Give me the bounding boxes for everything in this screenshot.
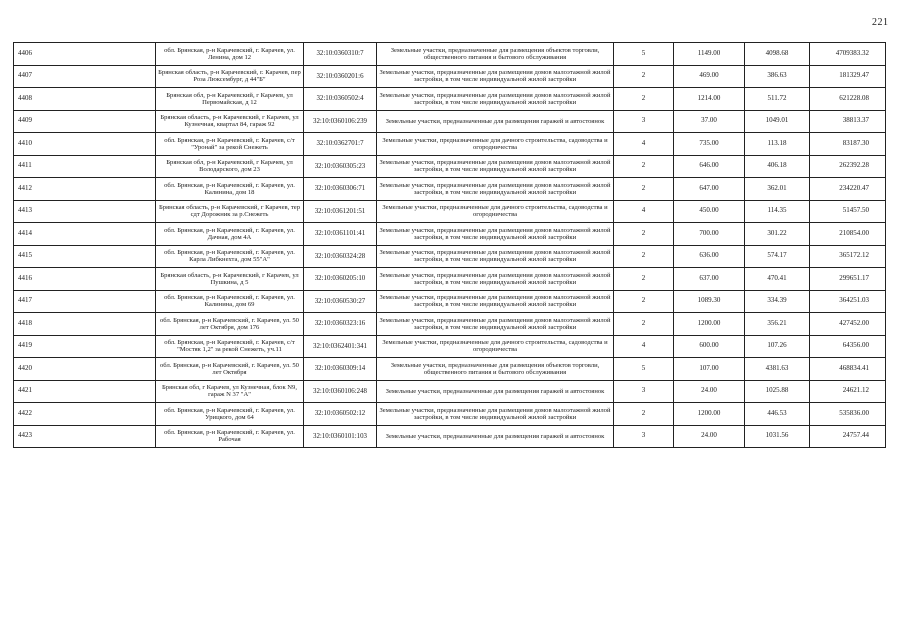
specific-value-cell: 1025.88: [745, 380, 810, 403]
permitted-use-cell: Земельные участки, предназначенные для размещения домов малоэтажной жилой застройки, в том числе индивидуальной жилой застройки: [377, 65, 614, 88]
use-group-cell: 2: [614, 403, 674, 426]
table-row: [14, 358, 886, 381]
address-cell: Брянская область, р-н Карачевский, г Карачев, ул Кузнечная, квартал 84, гараж 92: [156, 110, 304, 133]
area-cell: 1214.00: [674, 88, 745, 111]
row-number: 4410: [14, 133, 156, 156]
specific-value-cell: 113.18: [745, 133, 810, 156]
permitted-use-cell: Земельные участки, предназначенные для размещения домов малоэтажной жилой застройки, в том числе индивидуальной жилой застройки: [377, 290, 614, 313]
cadastral-number-cell: 32:10:0360306:71: [304, 178, 377, 201]
address-cell: обл. Брянская, р-н Карачевский, г. Карачев, ул. 50 лет Октября: [156, 358, 304, 381]
address-cell: Брянская область, р-н Карачевский, г Карачев, ул Пушкина, д 5: [156, 268, 304, 291]
specific-value-cell: 406.18: [745, 155, 810, 178]
cadastral-value-cell: 181329.47: [810, 65, 886, 88]
permitted-use-cell: Земельные участки, предназначенные для размещения домов малоэтажной жилой застройки, в том числе индивидуальной жилой застройки: [377, 268, 614, 291]
cadastral-value-cell: 64356.00: [810, 335, 886, 358]
specific-value-cell: 334.39: [745, 290, 810, 313]
table-row: [14, 335, 886, 358]
cadastral-value-cell: 51457.50: [810, 200, 886, 223]
cadastral-number-cell: 32:10:0360323:16: [304, 313, 377, 336]
use-group-cell: 4: [614, 133, 674, 156]
specific-value-cell: 1049.01: [745, 110, 810, 133]
table-row: [14, 133, 886, 156]
page-number: 221: [872, 17, 889, 28]
cadastral-number-cell: 32:10:0361201:51: [304, 200, 377, 223]
cadastral-number-cell: 32:10:0360530:27: [304, 290, 377, 313]
row-number: 4416: [14, 268, 156, 291]
specific-value-cell: 356.21: [745, 313, 810, 336]
use-group-cell: 2: [614, 65, 674, 88]
row-number: 4413: [14, 200, 156, 223]
address-cell: Брянская область, р-н Карачевский, г Карачев, тер сдт Дорожник за р.Снежеть: [156, 200, 304, 223]
specific-value-cell: 107.26: [745, 335, 810, 358]
use-group-cell: 2: [614, 313, 674, 336]
row-number: 4408: [14, 88, 156, 111]
specific-value-cell: 4098.68: [745, 43, 810, 66]
cadastral-number-cell: 32:10:0360502:4: [304, 88, 377, 111]
address-cell: обл. Брянская, р-н Карачевский, г. Карачев, ул. Рабочая: [156, 425, 304, 448]
cadastral-value-cell: 535836.00: [810, 403, 886, 426]
use-group-cell: 2: [614, 178, 674, 201]
permitted-use-cell: Земельные участки, предназначенные для дачного строительства, садоводства и огородничества: [377, 200, 614, 223]
row-number: 4411: [14, 155, 156, 178]
address-cell: обл. Брянская, р-н Карачевский, г. Карачев, ул. Ленина, дом 12: [156, 43, 304, 66]
cadastral-number-cell: 32:10:0360205:10: [304, 268, 377, 291]
table-row: [14, 313, 886, 336]
address-cell: Брянская область, р-н Карачевский, г. Карачев, пер Роза Люксембург, д 44"Б": [156, 65, 304, 88]
cadastral-number-cell: 32:10:0360106:239: [304, 110, 377, 133]
area-cell: 24.00: [674, 380, 745, 403]
row-number: 4412: [14, 178, 156, 201]
table-row: [14, 245, 886, 268]
permitted-use-cell: Земельные участки, предназначенные для дачного строительства, садоводства и огородничества: [377, 335, 614, 358]
use-group-cell: 2: [614, 88, 674, 111]
specific-value-cell: 362.01: [745, 178, 810, 201]
permitted-use-cell: Земельные участки, предназначенные для размещения гаражей и автостоянок: [377, 425, 614, 448]
use-group-cell: 3: [614, 425, 674, 448]
area-cell: 637.00: [674, 268, 745, 291]
cadastral-number-cell: 32:10:0360106:248: [304, 380, 377, 403]
use-group-cell: 3: [614, 110, 674, 133]
row-number: 4418: [14, 313, 156, 336]
area-cell: 450.00: [674, 200, 745, 223]
table-row: [14, 268, 886, 291]
use-group-cell: 2: [614, 268, 674, 291]
table-row: [14, 380, 886, 403]
row-number: 4420: [14, 358, 156, 381]
area-cell: 600.00: [674, 335, 745, 358]
use-group-cell: 2: [614, 223, 674, 246]
specific-value-cell: 4381.63: [745, 358, 810, 381]
specific-value-cell: 470.41: [745, 268, 810, 291]
row-number: 4423: [14, 425, 156, 448]
cadastral-value-cell: 262392.28: [810, 155, 886, 178]
cadastral-value-cell: 468834.41: [810, 358, 886, 381]
address-cell: обл. Брянская, р-н Карачевский, г. Карачев, ул. Урицкого, дом 64: [156, 403, 304, 426]
cadastral-value-cell: 83187.30: [810, 133, 886, 156]
address-cell: обл. Брянская, р-н Карачевский, г. Карачев, ул. Калинина, дом 69: [156, 290, 304, 313]
cadastral-number-cell: 32:10:0362401:341: [304, 335, 377, 358]
cadastral-value-cell: 427452.00: [810, 313, 886, 336]
row-number: 4421: [14, 380, 156, 403]
permitted-use-cell: Земельные участки, предназначенные для размещения объектов торговли, общественного питания и бытового обслуживания: [377, 43, 614, 66]
row-number: 4417: [14, 290, 156, 313]
cadastral-value-cell: 299651.17: [810, 268, 886, 291]
row-number: 4422: [14, 403, 156, 426]
table-row: [14, 110, 886, 133]
cadastral-value-cell: 4709383.32: [810, 43, 886, 66]
table-row: [14, 178, 886, 201]
area-cell: 646.00: [674, 155, 745, 178]
permitted-use-cell: Земельные участки, предназначенные для размещения гаражей и автостоянок: [377, 110, 614, 133]
cadastral-number-cell: 32:10:0360201:6: [304, 65, 377, 88]
area-cell: 735.00: [674, 133, 745, 156]
area-cell: 24.00: [674, 425, 745, 448]
address-cell: обл. Брянская, р-н Карачевский, г. Карачев, с/т "Мостяк 1,2" за рекой Снежеть, уч.11: [156, 335, 304, 358]
table-row: [14, 65, 886, 88]
use-group-cell: 4: [614, 335, 674, 358]
permitted-use-cell: Земельные участки, предназначенные для размещения гаражей и автостоянок: [377, 380, 614, 403]
table-row: [14, 223, 886, 246]
cadastral-value-cell: 621228.08: [810, 88, 886, 111]
permitted-use-cell: Земельные участки, предназначенные для дачного строительства, садоводства и огородничества: [377, 133, 614, 156]
cadastral-number-cell: 32:10:0361101:41: [304, 223, 377, 246]
permitted-use-cell: Земельные участки, предназначенные для размещения объектов торговли, общественного питания и бытового обслуживания: [377, 358, 614, 381]
area-cell: 1089.30: [674, 290, 745, 313]
cadastral-number-cell: 32:10:0362701:7: [304, 133, 377, 156]
permitted-use-cell: Земельные участки, предназначенные для размещения домов малоэтажной жилой застройки, в том числе индивидуальной жилой застройки: [377, 403, 614, 426]
use-group-cell: 5: [614, 358, 674, 381]
table-row: [14, 200, 886, 223]
area-cell: 636.00: [674, 245, 745, 268]
use-group-cell: 3: [614, 380, 674, 403]
address-cell: обл. Брянская, р-н Карачевский, г. Карачев, с/т "Уронай" за рекой Снежеть: [156, 133, 304, 156]
row-number: 4415: [14, 245, 156, 268]
specific-value-cell: 1031.56: [745, 425, 810, 448]
table-row: [14, 88, 886, 111]
table-row: [14, 43, 886, 66]
permitted-use-cell: Земельные участки, предназначенные для размещения домов малоэтажной жилой застройки, в том числе индивидуальной жилой застройки: [377, 223, 614, 246]
cadastral-number-cell: 32:10:0360324:28: [304, 245, 377, 268]
row-number: 4419: [14, 335, 156, 358]
cadastral-value-cell: 24621.12: [810, 380, 886, 403]
address-cell: обл. Брянская, р-н Карачевский, г. Карачев, ул. 50 лет Октября, дом 176: [156, 313, 304, 336]
area-cell: 1200.00: [674, 403, 745, 426]
cadastral-number-cell: 32:10:0360502:12: [304, 403, 377, 426]
cadastral-value-cell: 365172.12: [810, 245, 886, 268]
permitted-use-cell: Земельные участки, предназначенные для размещения домов малоэтажной жилой застройки, в том числе индивидуальной жилой застройки: [377, 313, 614, 336]
specific-value-cell: 446.53: [745, 403, 810, 426]
cadastral-number-cell: 32:10:0360101:103: [304, 425, 377, 448]
area-cell: 647.00: [674, 178, 745, 201]
specific-value-cell: 574.17: [745, 245, 810, 268]
cadastral-value-cell: 38813.37: [810, 110, 886, 133]
cadastral-value-cell: 24757.44: [810, 425, 886, 448]
cadastral-number-cell: 32:10:0360305:23: [304, 155, 377, 178]
row-number: 4414: [14, 223, 156, 246]
address-cell: обл. Брянская, р-н Карачевский, г. Карачев, ул. Калинина, дом 18: [156, 178, 304, 201]
row-number: 4406: [14, 43, 156, 66]
use-group-cell: 4: [614, 200, 674, 223]
area-cell: 1149.00: [674, 43, 745, 66]
area-cell: 700.00: [674, 223, 745, 246]
row-number: 4407: [14, 65, 156, 88]
permitted-use-cell: Земельные участки, предназначенные для размещения домов малоэтажной жилой застройки, в том числе индивидуальной жилой застройки: [377, 88, 614, 111]
cadastral-value-cell: 234220.47: [810, 178, 886, 201]
address-cell: Брянская обл, р-н Карачевский, г Карачев, ул Первомайская, д 12: [156, 88, 304, 111]
use-group-cell: 2: [614, 290, 674, 313]
cadastral-value-cell: 210854.00: [810, 223, 886, 246]
use-group-cell: 5: [614, 43, 674, 66]
specific-value-cell: 511.72: [745, 88, 810, 111]
cadastral-value-table: [13, 42, 886, 448]
address-cell: Брянская обл, г Карачев, ул Кузнечная, блок N9, гараж N 37 "А": [156, 380, 304, 403]
area-cell: 1200.00: [674, 313, 745, 336]
specific-value-cell: 301.22: [745, 223, 810, 246]
cadastral-number-cell: 32:10:0360309:14: [304, 358, 377, 381]
area-cell: 107.00: [674, 358, 745, 381]
cadastral-value-cell: 364251.03: [810, 290, 886, 313]
cadastral-number-cell: 32:10:0360310:7: [304, 43, 377, 66]
area-cell: 37.00: [674, 110, 745, 133]
specific-value-cell: 386.63: [745, 65, 810, 88]
table-row: [14, 155, 886, 178]
permitted-use-cell: Земельные участки, предназначенные для размещения домов малоэтажной жилой застройки, в том числе индивидуальной жилой застройки: [377, 178, 614, 201]
permitted-use-cell: Земельные участки, предназначенные для размещения домов малоэтажной жилой застройки, в том числе индивидуальной жилой застройки: [377, 245, 614, 268]
row-number: 4409: [14, 110, 156, 133]
address-cell: обл. Брянская, р-н Карачевский, г. Карачев, ул. Дачная, дом 4А: [156, 223, 304, 246]
use-group-cell: 2: [614, 155, 674, 178]
address-cell: обл. Брянская, р-н Карачевский, г. Карачев, ул. Карла Либкнехта, дом 55"А": [156, 245, 304, 268]
table-body: [14, 43, 886, 448]
use-group-cell: 2: [614, 245, 674, 268]
specific-value-cell: 114.35: [745, 200, 810, 223]
address-cell: Брянская обл, р-н Карачевский, г Карачев, ул Володарского, дом 23: [156, 155, 304, 178]
table-row: [14, 403, 886, 426]
table-row: [14, 425, 886, 448]
table-row: [14, 290, 886, 313]
permitted-use-cell: Земельные участки, предназначенные для размещения домов малоэтажной жилой застройки, в том числе индивидуальной жилой застройки: [377, 155, 614, 178]
area-cell: 469.00: [674, 65, 745, 88]
